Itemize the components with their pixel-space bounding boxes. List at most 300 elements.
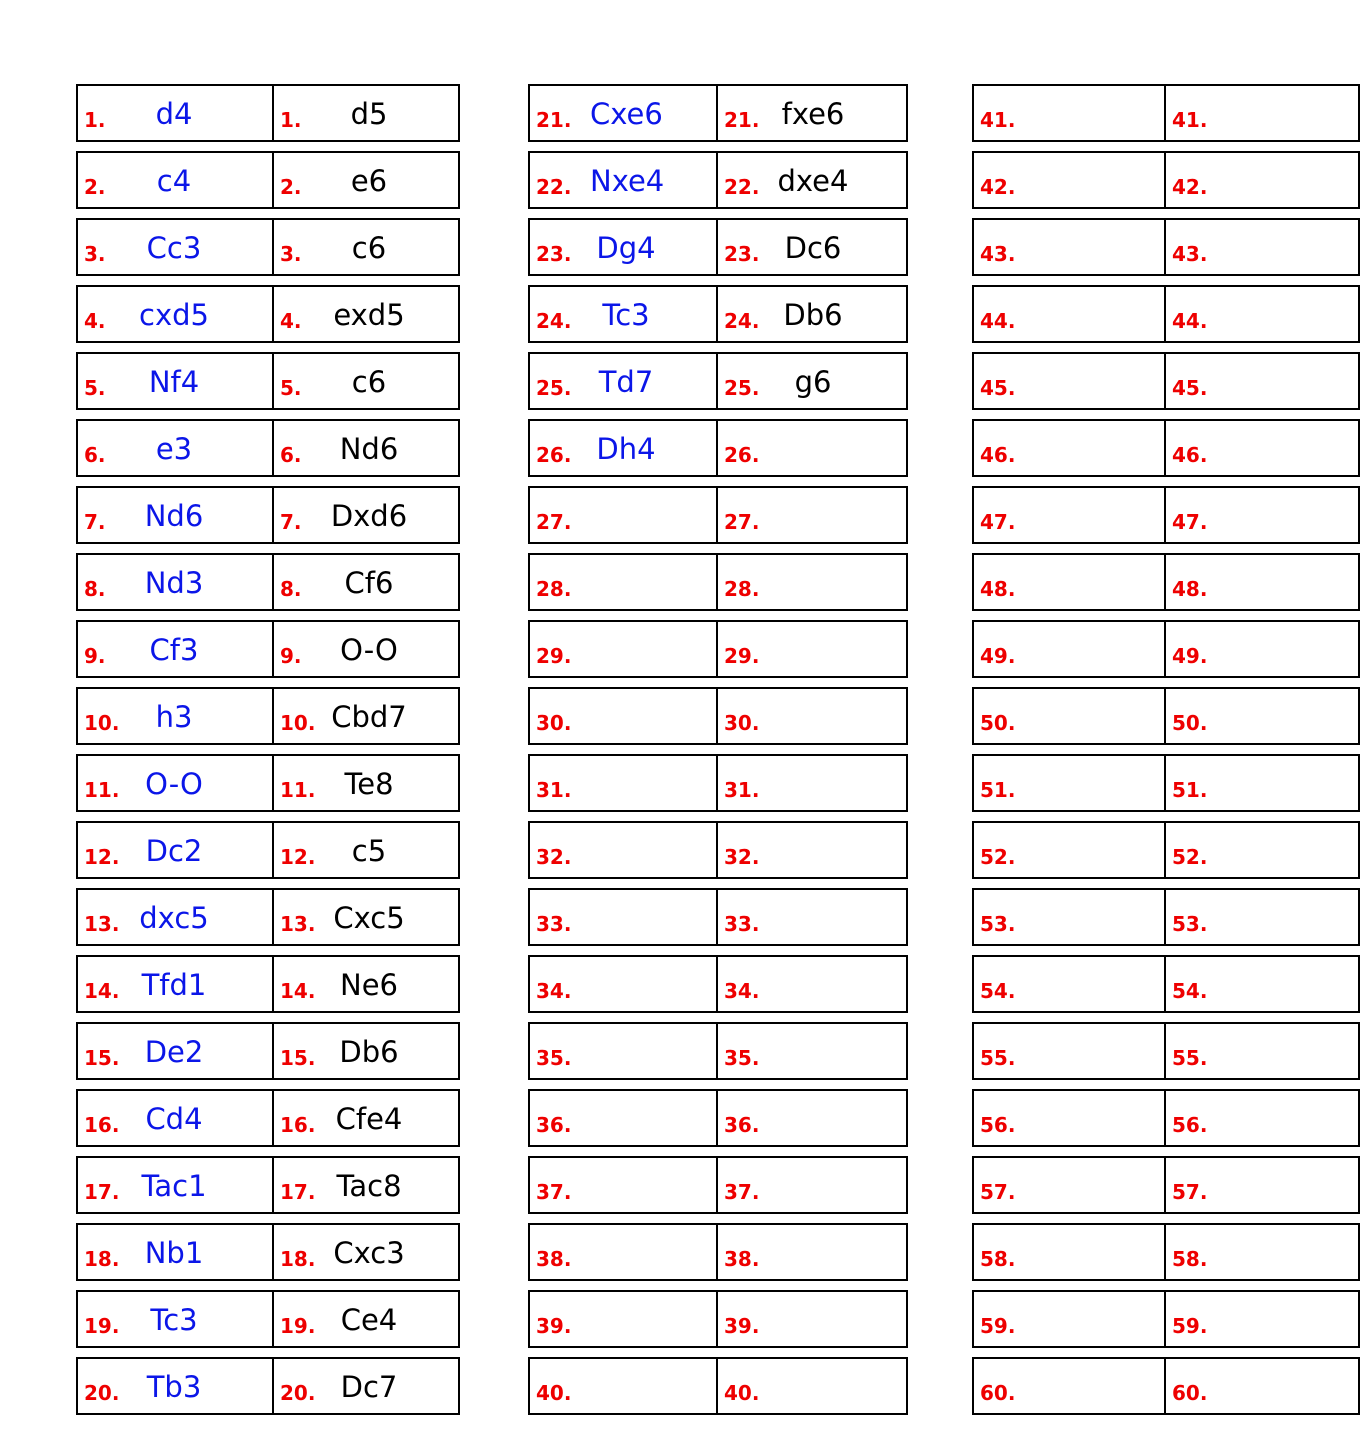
white-move: Nd3 (144, 566, 204, 600)
black-move-cell[interactable] (1164, 553, 1360, 611)
move-row (528, 620, 908, 678)
black-move-cell[interactable] (272, 285, 460, 343)
black-move: c6 (351, 365, 387, 399)
move-number: 41. (1172, 108, 1208, 132)
white-move-cell[interactable] (972, 419, 1166, 477)
move-number: 27. (724, 510, 760, 534)
move-number: 28. (536, 577, 572, 601)
white-move-cell[interactable] (528, 1089, 718, 1147)
white-move-cell[interactable] (76, 553, 274, 611)
move-number: 35. (724, 1046, 760, 1070)
white-move-cell[interactable] (528, 553, 718, 611)
white-move-cell[interactable] (972, 285, 1166, 343)
white-move: Dg4 (596, 231, 656, 265)
move-number: 58. (1172, 1247, 1208, 1271)
move-row (528, 1290, 908, 1348)
move-number: 25. (724, 376, 760, 400)
move-number: 26. (724, 443, 760, 467)
move-number: 52. (1172, 845, 1208, 869)
move-number: 47. (1172, 510, 1208, 534)
move-number: 26. (536, 443, 572, 467)
white-move-cell[interactable] (528, 1290, 718, 1348)
move-row (528, 419, 908, 477)
white-move-cell[interactable] (972, 1357, 1166, 1415)
black-move-cell[interactable] (272, 821, 460, 879)
move-number: 7. (84, 510, 106, 534)
move-row (76, 687, 460, 745)
black-move: O-O (340, 633, 398, 667)
white-move-cell[interactable] (528, 352, 718, 410)
move-number: 10. (280, 711, 316, 735)
move-row (972, 553, 1360, 611)
white-move-cell[interactable] (528, 955, 718, 1013)
move-row (972, 1357, 1360, 1415)
white-move-cell[interactable] (972, 955, 1166, 1013)
black-move-cell[interactable] (272, 1290, 460, 1348)
white-move-cell[interactable] (972, 821, 1166, 879)
white-move-cell[interactable] (76, 888, 274, 946)
move-number: 50. (1172, 711, 1208, 735)
white-move-cell[interactable] (972, 888, 1166, 946)
black-move: Ne6 (340, 968, 398, 1002)
move-row (972, 821, 1360, 879)
black-move-cell[interactable] (716, 553, 908, 611)
move-number: 10. (84, 711, 120, 735)
black-move-cell[interactable] (716, 1357, 908, 1415)
black-move-cell[interactable] (272, 620, 460, 678)
white-move: dxc5 (139, 901, 209, 935)
move-number: 48. (1172, 577, 1208, 601)
move-row (972, 84, 1360, 142)
white-move-cell[interactable] (76, 1290, 274, 1348)
white-move: Dc2 (145, 834, 203, 868)
move-row (972, 888, 1360, 946)
move-number: 17. (280, 1180, 316, 1204)
black-move-cell[interactable] (1164, 1357, 1360, 1415)
black-move: d5 (350, 97, 388, 131)
move-number: 49. (980, 644, 1016, 668)
move-number: 9. (84, 644, 106, 668)
black-move: fxe6 (781, 97, 845, 131)
move-row (528, 1089, 908, 1147)
white-move-cell[interactable] (76, 754, 274, 812)
move-number: 32. (536, 845, 572, 869)
black-move-cell[interactable] (716, 821, 908, 879)
black-move-cell[interactable] (1164, 754, 1360, 812)
move-row (528, 1223, 908, 1281)
white-move: Td7 (598, 365, 654, 399)
move-number: 33. (536, 912, 572, 936)
black-move: g6 (794, 365, 832, 399)
black-move: Cxc5 (333, 901, 405, 935)
move-number: 4. (84, 309, 106, 333)
white-move-cell[interactable] (528, 620, 718, 678)
move-number: 60. (980, 1381, 1016, 1405)
move-number: 43. (1172, 242, 1208, 266)
move-number: 44. (1172, 309, 1208, 333)
black-move-cell[interactable] (1164, 419, 1360, 477)
move-number: 46. (1172, 443, 1208, 467)
white-move-cell[interactable] (528, 1022, 718, 1080)
black-move-cell[interactable] (272, 687, 460, 745)
black-move-cell[interactable] (1164, 1089, 1360, 1147)
black-move: Nd6 (339, 432, 399, 466)
black-move-cell[interactable] (1164, 955, 1360, 1013)
black-move-cell[interactable] (272, 1156, 460, 1214)
black-move-cell[interactable] (716, 1022, 908, 1080)
move-row (528, 285, 908, 343)
move-number: 58. (980, 1247, 1016, 1271)
black-move: c5 (351, 834, 387, 868)
move-number: 12. (280, 845, 316, 869)
black-move-cell[interactable] (716, 1089, 908, 1147)
white-move-cell[interactable] (528, 486, 718, 544)
white-move: Nf4 (148, 365, 200, 399)
white-move-cell[interactable] (972, 553, 1166, 611)
move-number: 42. (980, 175, 1016, 199)
move-number: 30. (536, 711, 572, 735)
move-number: 57. (980, 1180, 1016, 1204)
move-row (528, 821, 908, 879)
move-number: 39. (724, 1314, 760, 1338)
move-number: 34. (536, 979, 572, 1003)
black-move-cell[interactable] (272, 218, 460, 276)
white-move-cell[interactable] (972, 1223, 1166, 1281)
white-move-cell[interactable] (528, 419, 718, 477)
move-number: 11. (280, 778, 316, 802)
move-row (528, 888, 908, 946)
move-number: 52. (980, 845, 1016, 869)
black-move-cell[interactable] (716, 84, 908, 142)
move-number: 34. (724, 979, 760, 1003)
black-move-cell[interactable] (716, 888, 908, 946)
white-move-cell[interactable] (528, 687, 718, 745)
black-move-cell[interactable] (716, 754, 908, 812)
white-move-cell[interactable] (528, 754, 718, 812)
white-move-cell[interactable] (972, 1022, 1166, 1080)
white-move-cell[interactable] (76, 285, 274, 343)
black-move-cell[interactable] (272, 1089, 460, 1147)
white-move-cell[interactable] (76, 687, 274, 745)
move-number: 3. (84, 242, 106, 266)
move-number: 56. (1172, 1113, 1208, 1137)
move-number: 40. (536, 1381, 572, 1405)
move-number: 50. (980, 711, 1016, 735)
move-number: 32. (724, 845, 760, 869)
move-number: 51. (1172, 778, 1208, 802)
black-move-cell[interactable] (716, 1156, 908, 1214)
white-move: c4 (156, 164, 192, 198)
move-row (76, 955, 460, 1013)
black-move: Tac8 (336, 1169, 402, 1203)
white-move-cell[interactable] (972, 1290, 1166, 1348)
white-move-cell[interactable] (76, 151, 274, 209)
move-row (76, 1357, 460, 1415)
white-move-cell[interactable] (76, 486, 274, 544)
move-number: 1. (84, 108, 106, 132)
move-number: 17. (84, 1180, 120, 1204)
move-number: 11. (84, 778, 120, 802)
white-move: e3 (155, 432, 193, 466)
white-move-cell[interactable] (76, 1357, 274, 1415)
black-move-cell[interactable] (272, 1357, 460, 1415)
white-move: Nb1 (144, 1236, 204, 1270)
move-row (528, 1357, 908, 1415)
move-number: 55. (980, 1046, 1016, 1070)
white-move-cell[interactable] (528, 84, 718, 142)
black-move-cell[interactable] (716, 955, 908, 1013)
white-move-cell[interactable] (528, 1156, 718, 1214)
black-move: Cfe4 (335, 1102, 403, 1136)
black-move-cell[interactable] (716, 352, 908, 410)
white-move-cell[interactable] (76, 419, 274, 477)
black-move: e6 (350, 164, 388, 198)
black-move-cell[interactable] (716, 620, 908, 678)
black-move-cell[interactable] (1164, 151, 1360, 209)
black-move-cell[interactable] (1164, 1223, 1360, 1281)
black-move: Cf6 (344, 566, 394, 600)
move-row (76, 553, 460, 611)
white-move-cell[interactable] (76, 821, 274, 879)
black-move-cell[interactable] (716, 1223, 908, 1281)
move-number: 22. (536, 175, 572, 199)
move-row (528, 84, 908, 142)
white-move-cell[interactable] (76, 352, 274, 410)
move-number: 18. (84, 1247, 120, 1271)
move-number: 30. (724, 711, 760, 735)
move-row (528, 955, 908, 1013)
move-number: 38. (724, 1247, 760, 1271)
white-move: Tc3 (150, 1303, 198, 1337)
move-row (76, 754, 460, 812)
move-row (972, 285, 1360, 343)
move-row (76, 1156, 460, 1214)
move-row (972, 1156, 1360, 1214)
move-number: 27. (536, 510, 572, 534)
white-move-cell[interactable] (528, 1223, 718, 1281)
move-row (972, 955, 1360, 1013)
move-number: 37. (724, 1180, 760, 1204)
black-move-cell[interactable] (716, 218, 908, 276)
white-move: Tac1 (141, 1169, 207, 1203)
move-number: 42. (1172, 175, 1208, 199)
move-number: 59. (1172, 1314, 1208, 1338)
black-move-cell[interactable] (1164, 888, 1360, 946)
black-move-cell[interactable] (272, 553, 460, 611)
move-row (76, 84, 460, 142)
move-row (76, 419, 460, 477)
move-number: 24. (536, 309, 572, 333)
move-number: 46. (980, 443, 1016, 467)
white-move-cell[interactable] (76, 955, 274, 1013)
move-number: 35. (536, 1046, 572, 1070)
white-move-cell[interactable] (528, 888, 718, 946)
white-move-cell[interactable] (528, 151, 718, 209)
black-move-cell[interactable] (1164, 1022, 1360, 1080)
black-move-cell[interactable] (1164, 1156, 1360, 1214)
white-move-cell[interactable] (972, 84, 1166, 142)
black-move-cell[interactable] (1164, 687, 1360, 745)
move-row (972, 687, 1360, 745)
black-move-cell[interactable] (716, 486, 908, 544)
move-row (76, 1022, 460, 1080)
black-move-cell[interactable] (716, 151, 908, 209)
move-number: 40. (724, 1381, 760, 1405)
move-row (528, 151, 908, 209)
move-number: 49. (1172, 644, 1208, 668)
white-move: d4 (155, 97, 193, 131)
move-number: 23. (536, 242, 572, 266)
move-number: 15. (280, 1046, 316, 1070)
white-move-cell[interactable] (76, 1022, 274, 1080)
move-number: 41. (980, 108, 1016, 132)
black-move-cell[interactable] (1164, 486, 1360, 544)
move-number: 53. (1172, 912, 1208, 936)
move-row (972, 1089, 1360, 1147)
black-move-cell[interactable] (272, 84, 460, 142)
white-move-cell[interactable] (528, 218, 718, 276)
move-number: 18. (280, 1247, 316, 1271)
move-number: 15. (84, 1046, 120, 1070)
white-move-cell[interactable] (76, 218, 274, 276)
black-move-cell[interactable] (716, 687, 908, 745)
black-move: Ce4 (340, 1303, 398, 1337)
move-row (528, 352, 908, 410)
white-move-cell[interactable] (76, 1089, 274, 1147)
black-move: exd5 (333, 298, 405, 332)
black-move-cell[interactable] (1164, 285, 1360, 343)
black-move-cell[interactable] (716, 1290, 908, 1348)
white-move-cell[interactable] (76, 620, 274, 678)
move-row (528, 218, 908, 276)
move-number: 45. (1172, 376, 1208, 400)
move-number: 36. (724, 1113, 760, 1137)
black-move: dxe4 (777, 164, 849, 198)
move-number: 19. (280, 1314, 316, 1338)
move-number: 7. (280, 510, 302, 534)
move-number: 28. (724, 577, 760, 601)
white-move-cell[interactable] (972, 1089, 1166, 1147)
move-number: 8. (280, 577, 302, 601)
black-move: Cxc3 (333, 1236, 405, 1270)
white-move: Cd4 (145, 1102, 203, 1136)
black-move-cell[interactable] (272, 151, 460, 209)
black-move-cell[interactable] (1164, 1290, 1360, 1348)
move-number: 5. (280, 376, 302, 400)
black-move-cell[interactable] (1164, 620, 1360, 678)
black-move-cell[interactable] (272, 419, 460, 477)
move-number: 55. (1172, 1046, 1208, 1070)
white-move-cell[interactable] (528, 285, 718, 343)
black-move-cell[interactable] (1164, 352, 1360, 410)
black-move: Dxd6 (330, 499, 408, 533)
move-number: 54. (980, 979, 1016, 1003)
black-move: Te8 (344, 767, 394, 801)
move-number: 54. (1172, 979, 1208, 1003)
move-number: 45. (980, 376, 1016, 400)
move-row (972, 1290, 1360, 1348)
move-number: 37. (536, 1180, 572, 1204)
black-move-cell[interactable] (272, 486, 460, 544)
move-number: 22. (724, 175, 760, 199)
black-move-cell[interactable] (272, 1223, 460, 1281)
white-move-cell[interactable] (528, 821, 718, 879)
move-row (528, 1156, 908, 1214)
move-row (528, 486, 908, 544)
white-move-cell[interactable] (76, 84, 274, 142)
move-number: 53. (980, 912, 1016, 936)
black-move-cell[interactable] (1164, 84, 1360, 142)
move-row (972, 1022, 1360, 1080)
white-move: h3 (155, 700, 193, 734)
white-move-cell[interactable] (76, 1223, 274, 1281)
move-row (972, 1223, 1360, 1281)
black-move-cell[interactable] (716, 285, 908, 343)
move-row (76, 1089, 460, 1147)
move-number: 31. (724, 778, 760, 802)
black-move-cell[interactable] (272, 1022, 460, 1080)
move-number: 16. (84, 1113, 120, 1137)
move-row (972, 419, 1360, 477)
move-row (76, 888, 460, 946)
move-row (972, 620, 1360, 678)
move-number: 14. (84, 979, 120, 1003)
black-move-cell[interactable] (272, 352, 460, 410)
move-number: 6. (84, 443, 106, 467)
white-move-cell[interactable] (972, 352, 1166, 410)
move-row (76, 1223, 460, 1281)
white-move-cell[interactable] (972, 1156, 1166, 1214)
white-move: Dh4 (596, 432, 656, 466)
move-row (76, 285, 460, 343)
white-move-cell[interactable] (528, 1357, 718, 1415)
move-number: 14. (280, 979, 316, 1003)
white-move-cell[interactable] (972, 218, 1166, 276)
white-move-cell[interactable] (972, 151, 1166, 209)
black-move-cell[interactable] (272, 754, 460, 812)
move-row (76, 1290, 460, 1348)
black-move-cell[interactable] (1164, 218, 1360, 276)
move-row (76, 218, 460, 276)
move-number: 44. (980, 309, 1016, 333)
white-move: O-O (145, 767, 203, 801)
move-number: 4. (280, 309, 302, 333)
black-move-cell[interactable] (1164, 821, 1360, 879)
move-number: 9. (280, 644, 302, 668)
move-row (76, 821, 460, 879)
move-number: 19. (84, 1314, 120, 1338)
white-move-cell[interactable] (972, 486, 1166, 544)
black-move-cell[interactable] (272, 955, 460, 1013)
white-move: cxd5 (139, 298, 209, 332)
move-number: 29. (536, 644, 572, 668)
white-move: Nxe4 (590, 164, 665, 198)
move-number: 38. (536, 1247, 572, 1271)
move-number: 47. (980, 510, 1016, 534)
move-number: 20. (280, 1381, 316, 1405)
move-row (76, 352, 460, 410)
white-move-cell[interactable] (972, 620, 1166, 678)
white-move-cell[interactable] (76, 1156, 274, 1214)
move-number: 24. (724, 309, 760, 333)
move-number: 57. (1172, 1180, 1208, 1204)
black-move-cell[interactable] (716, 419, 908, 477)
white-move: Cc3 (146, 231, 202, 265)
white-move-cell[interactable] (972, 754, 1166, 812)
black-move: Db6 (783, 298, 843, 332)
white-move-cell[interactable] (972, 687, 1166, 745)
black-move-cell[interactable] (272, 888, 460, 946)
